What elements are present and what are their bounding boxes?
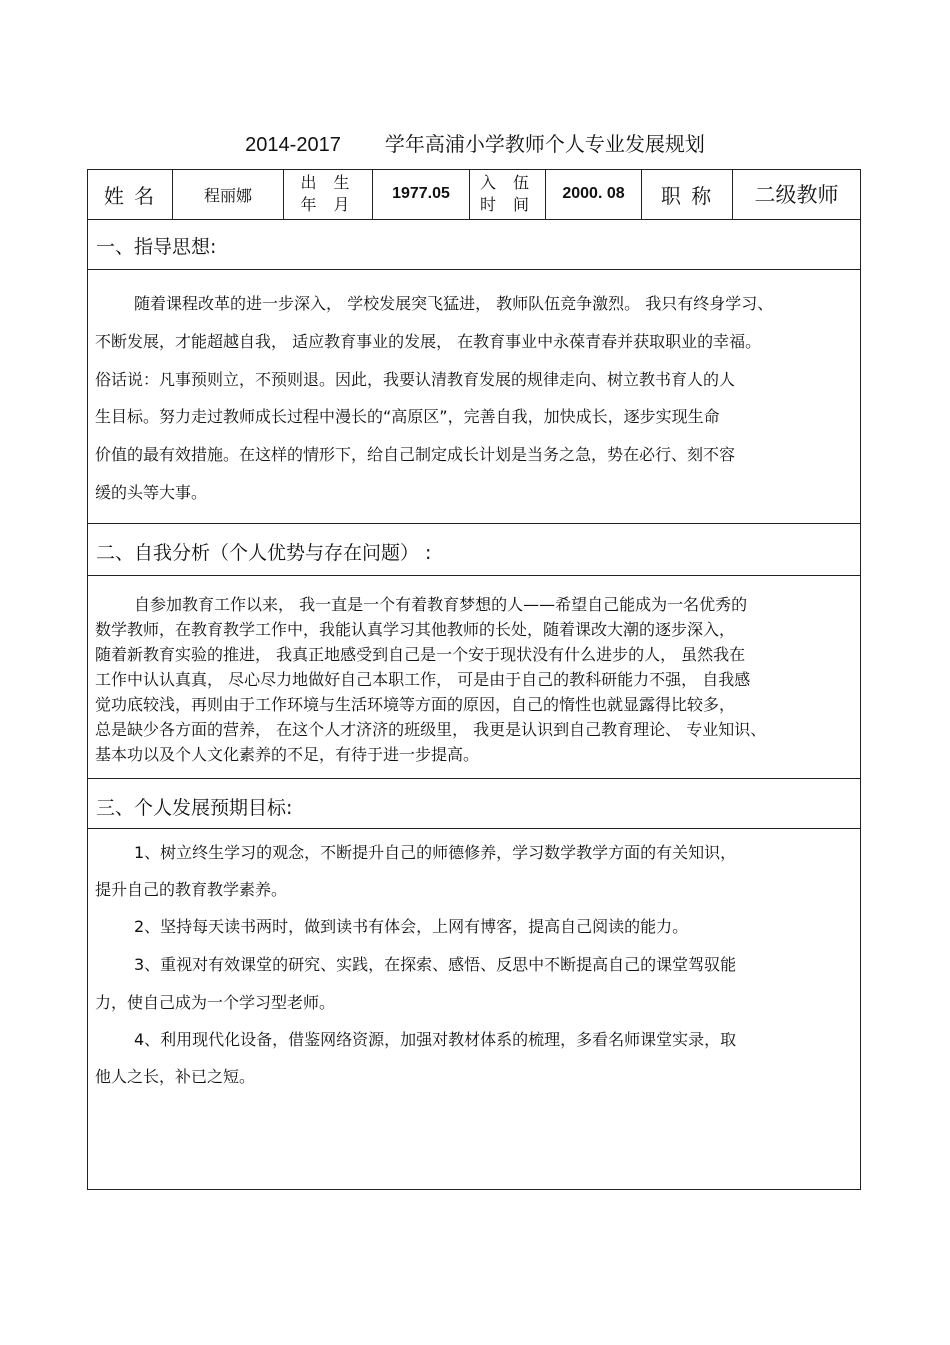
join-label-line2: 时 间	[479, 195, 536, 214]
section3-heading: 三、个人发展预期目标:	[96, 797, 293, 819]
row-divider	[87, 523, 861, 524]
section3-line: 提升自己的教育教学素养。	[95, 880, 288, 899]
section1-line: 价值的最有效措施。在这样的情形下，给自己制定成长计划是当务之急，势在必行、刻不容	[95, 445, 736, 464]
section2-line: 总是缺少各方面的营养， 在这个人才济济的班级里， 我更是认识到自己教育理论、 专业知识、	[95, 720, 767, 739]
birth-label	[284, 169, 372, 219]
title-label: 职 称	[660, 183, 714, 208]
join-label-line1: 入 伍	[479, 173, 536, 192]
section1-line: 随着课程改革的进一步深入， 学校发展突飞猛进， 教师队伍竞争激烈。 我只有终身学习、	[134, 294, 774, 313]
section2-heading: 二、自我分析（个人优势与存在问题） :	[96, 542, 432, 564]
document-title	[0, 128, 950, 157]
section1-heading: 一、指导思想:	[96, 236, 217, 258]
section2-line: 觉功底较浅，再则由于工作环境与生活环境等方面的原因，自己的惰性也就显露得比较多，	[95, 695, 736, 714]
row-divider	[87, 269, 861, 270]
birth-value: 1977.05	[392, 185, 450, 202]
section3-line: 1、树立终生学习的观念，不断提升自己的师德修养，学习数学教学方面的有关知识，	[134, 843, 737, 862]
row-divider	[87, 828, 861, 829]
row-divider	[87, 219, 861, 220]
section3-line: 他人之长，补已之短。	[95, 1067, 256, 1086]
section2-line: 自参加教育工作以来， 我一直是一个有着教育梦想的人——希望自己能成为一名优秀的	[134, 595, 748, 614]
section3-line: 3、重视对有效课堂的研究、实践，在探索、感悟、反思中不断提高自己的课堂驾驭能	[134, 955, 737, 974]
title-value: 二级教师	[754, 183, 839, 207]
section3-line: 2、坚持每天读书两时，做到读书有体会，上网有博客，提高自己阅读的能力。	[134, 917, 689, 936]
name-value: 程丽娜	[203, 185, 252, 205]
section1-line: 不断发展，才能超越自我， 适应教育事业的发展， 在教育事业中永葆青春并获取职业的幸福。	[95, 332, 762, 351]
title-text: 学年高浦小学教师个人专业发展规划	[384, 132, 705, 156]
birth-label-line2: 年 月	[300, 195, 356, 214]
row-divider	[87, 575, 861, 576]
section2-line: 随着新教育实验的推进， 我真正地感受到自己是一个安于现状没有什么进步的人， 虽然我在	[95, 645, 746, 664]
birth-label-line1: 出 生	[300, 173, 356, 192]
section2-line: 基本功以及个人文化素养的不足，有待于进一步提高。	[95, 745, 480, 764]
section3-line: 力，使自己成为一个学习型老师。	[95, 993, 336, 1012]
name-label: 姓 名	[103, 183, 157, 208]
section2-line: 数学教师，在教育教学工作中，我能认真学习其他教师的长处，随着课改大潮的逐步深入，	[95, 620, 736, 639]
section1-line: 俗话说：凡事预则立，不预则退。因此，我要认清教育发展的规律走向、树立教书育人的人	[95, 370, 736, 389]
join-label	[470, 169, 545, 219]
title-year: 2014-2017	[245, 134, 341, 156]
section1-line: 生目标。努力走过教师成长过程中漫长的“高原区”，完善自我，加快成长，逐步实现生命	[95, 407, 720, 426]
section2-line: 工作中认认真真， 尽心尽力地做好自己本职工作， 可是由于自己的教科研能力不强， 自我感	[95, 670, 751, 689]
row-divider	[87, 778, 861, 779]
section1-line: 缓的头等大事。	[95, 483, 208, 502]
join-value: 2000. 08	[562, 185, 625, 202]
section3-line: 4、利用现代化设备，借鉴网络资源，加强对教材体系的梳理，多看名师课堂实录，取	[134, 1030, 737, 1049]
